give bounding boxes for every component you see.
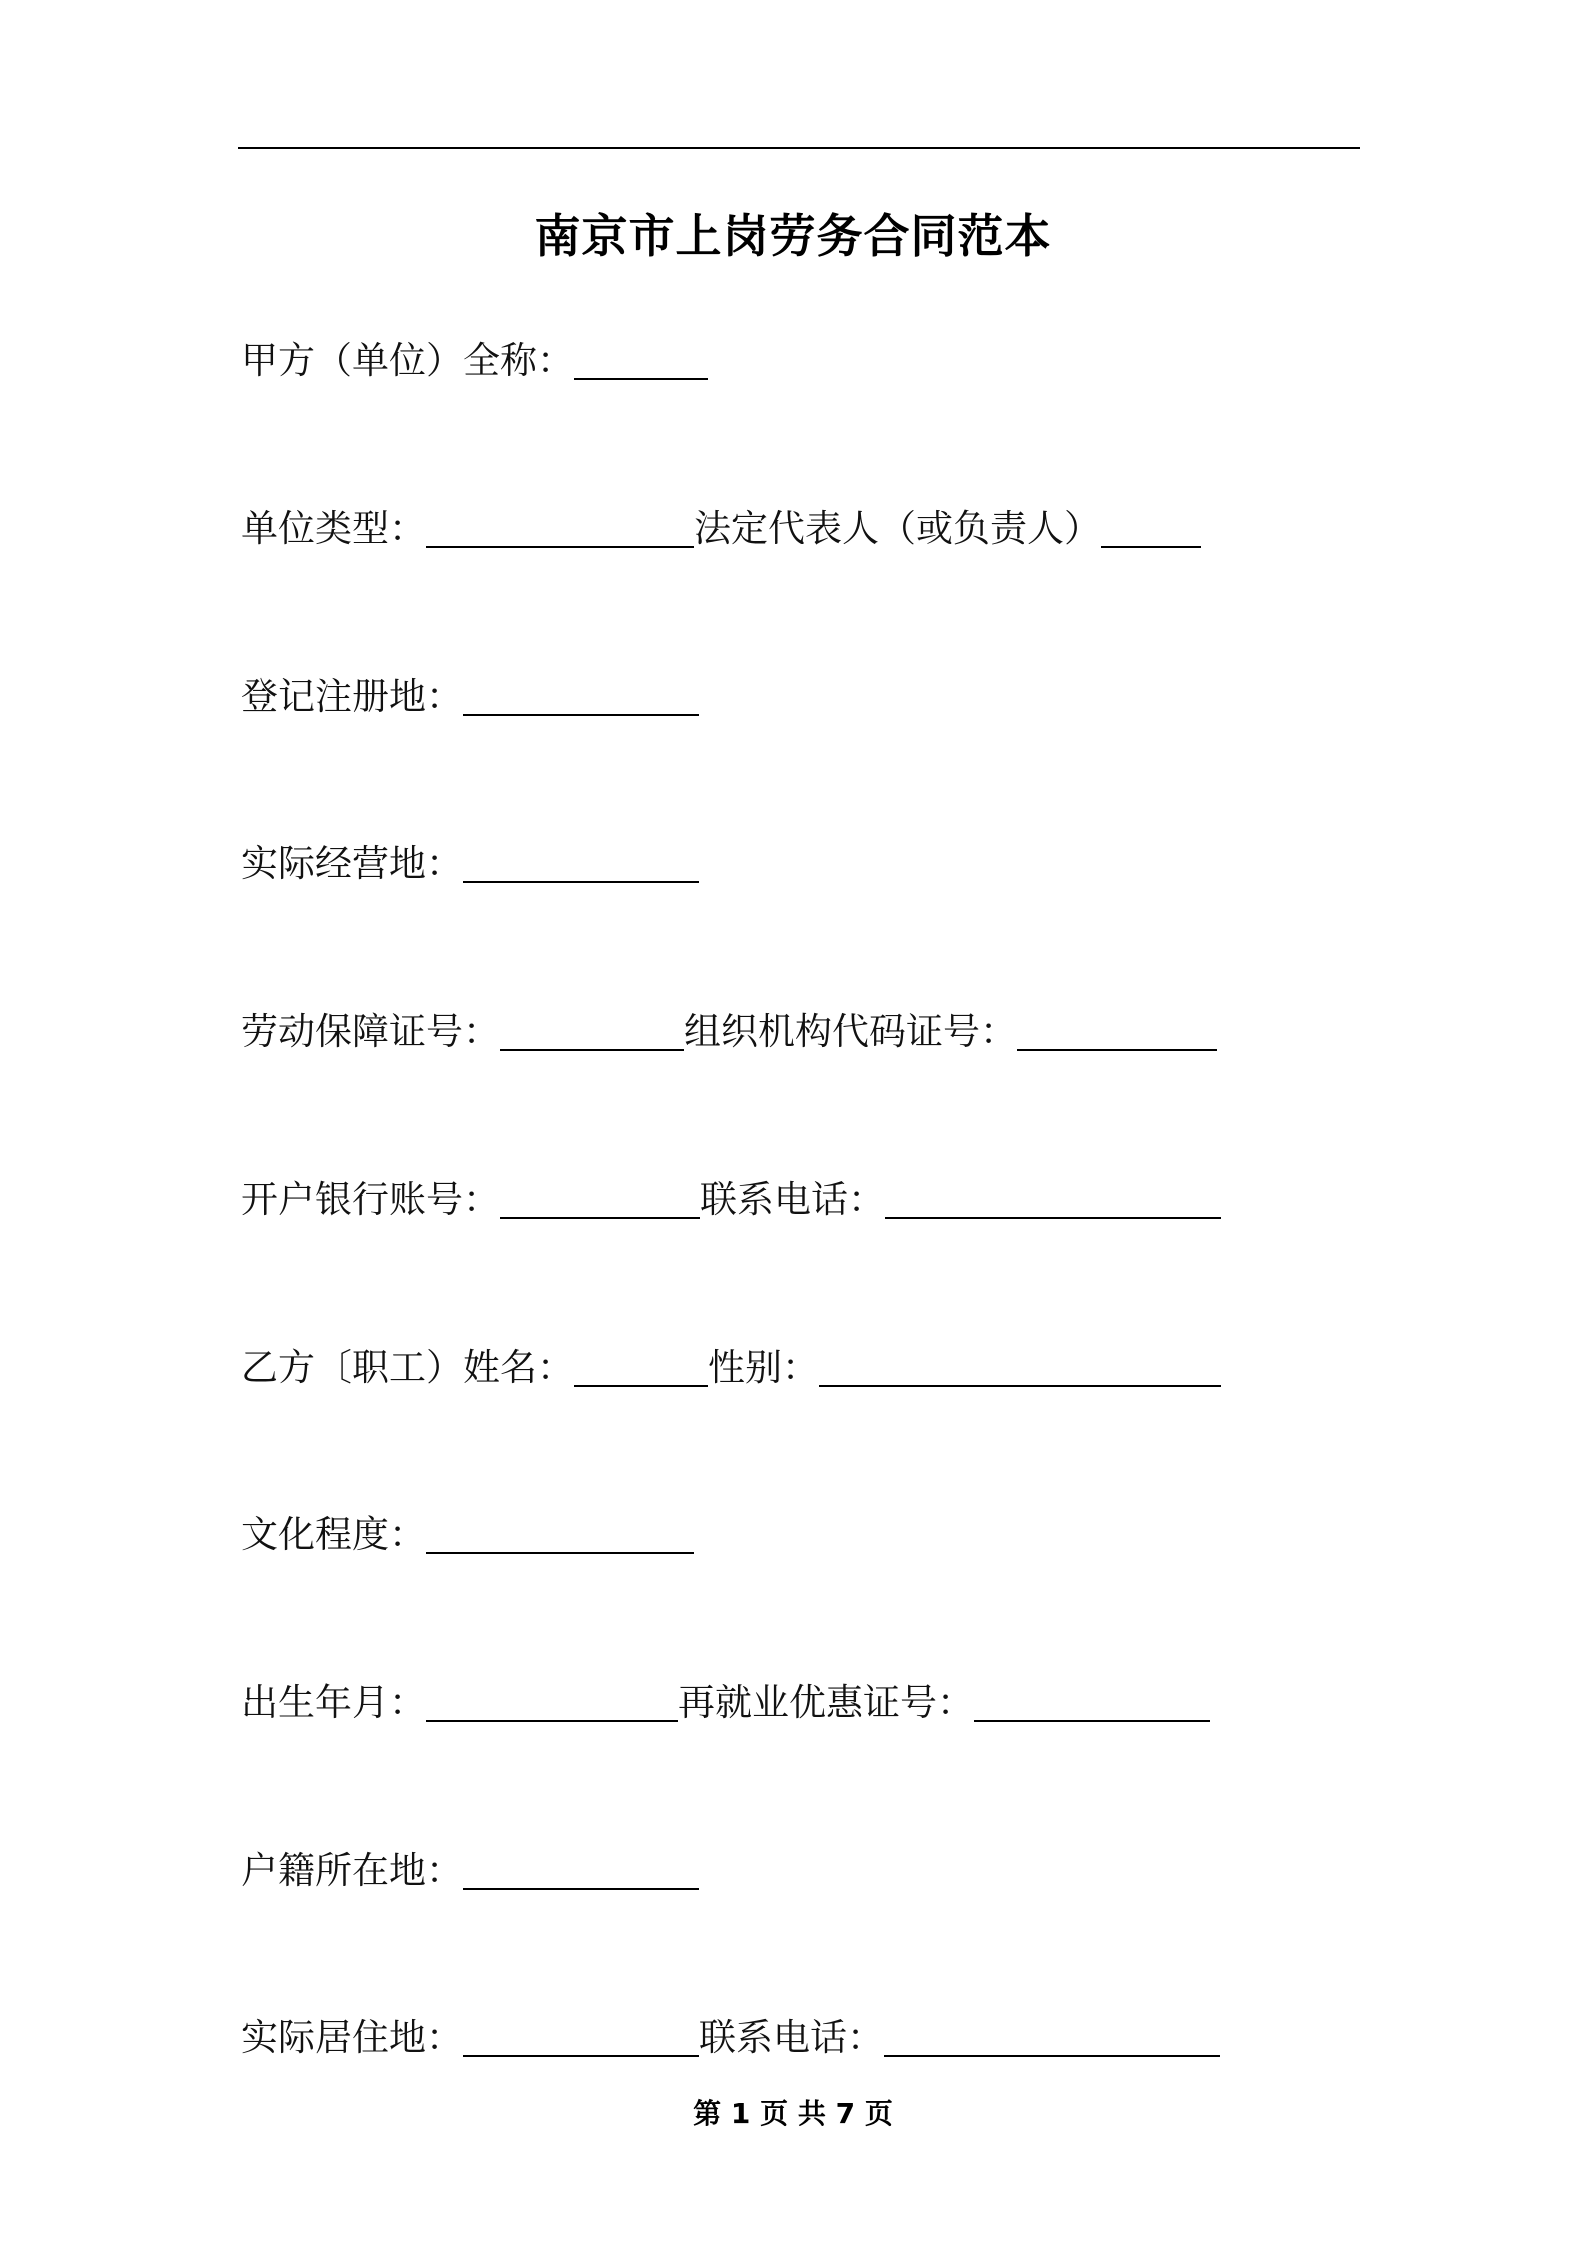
reemploy-cert-label: 再就业优惠证号： [678,1681,974,1724]
party-b-name-label: 乙方〔职工）姓名： [241,1346,574,1389]
labor-cert-label: 劳动保障证号： [241,1010,500,1053]
field-row-business-place [241,829,699,889]
reg-place-blank[interactable] [463,710,699,716]
org-code-label: 组织机构代码证号： [684,1010,1017,1053]
field-row-party-b [241,1333,1221,1393]
document-title: 南京市上岗劳务合同范本 [534,209,1052,263]
party-a-name-label: 甲方（单位）全称： [241,339,574,382]
footer-suffix: 页 [864,2097,893,2130]
residence-label: 实际居住地： [241,2016,463,2059]
field-row-birth [241,1668,1210,1728]
field-row-unit-type [241,494,1201,554]
footer-middle: 页 共 [760,2097,826,2130]
legal-rep-label: 法定代表人（或负责人） [694,507,1101,550]
unit-type-blank[interactable] [426,542,694,548]
household-reg-label: 户籍所在地： [241,1849,463,1892]
labor-cert-blank[interactable] [500,1045,684,1051]
bank-account-label: 开户银行账号： [241,1178,500,1221]
field-row-party-a [241,326,708,386]
footer-total-pages: 7 [835,2097,856,2130]
reg-place-label: 登记注册地： [241,675,463,718]
education-label: 文化程度： [241,1513,426,1556]
phone-b-label: 联系电话： [699,2016,884,2059]
birth-date-blank[interactable] [426,1716,678,1722]
field-row-household [241,1836,699,1896]
footer-page-number: 1 [730,2097,751,2130]
bank-account-blank[interactable] [500,1213,700,1219]
reemploy-cert-blank[interactable] [974,1716,1210,1722]
legal-rep-blank[interactable] [1101,542,1201,548]
field-row-education [241,1500,694,1560]
education-blank[interactable] [426,1548,694,1554]
party-b-name-blank[interactable] [574,1381,708,1387]
business-place-blank[interactable] [463,877,699,883]
field-row-reg-place [241,662,699,722]
unit-type-label: 单位类型： [241,507,426,550]
field-row-residence [241,2003,1220,2063]
phone-a-blank[interactable] [885,1213,1221,1219]
gender-label: 性别： [708,1346,819,1389]
header-rule [238,147,1360,149]
page-footer [0,2092,1586,2132]
phone-b-blank[interactable] [884,2051,1220,2057]
field-row-bank [241,1165,1221,1225]
phone-a-label: 联系电话： [700,1178,885,1221]
business-place-label: 实际经营地： [241,842,463,885]
gender-blank[interactable] [819,1381,1221,1387]
residence-blank[interactable] [463,2051,699,2057]
field-row-certs [241,997,1217,1057]
footer-prefix: 第 [693,2097,722,2130]
household-reg-blank[interactable] [463,1884,699,1890]
org-code-blank[interactable] [1017,1045,1217,1051]
party-a-name-blank[interactable] [574,374,708,380]
birth-date-label: 出生年月： [241,1681,426,1724]
